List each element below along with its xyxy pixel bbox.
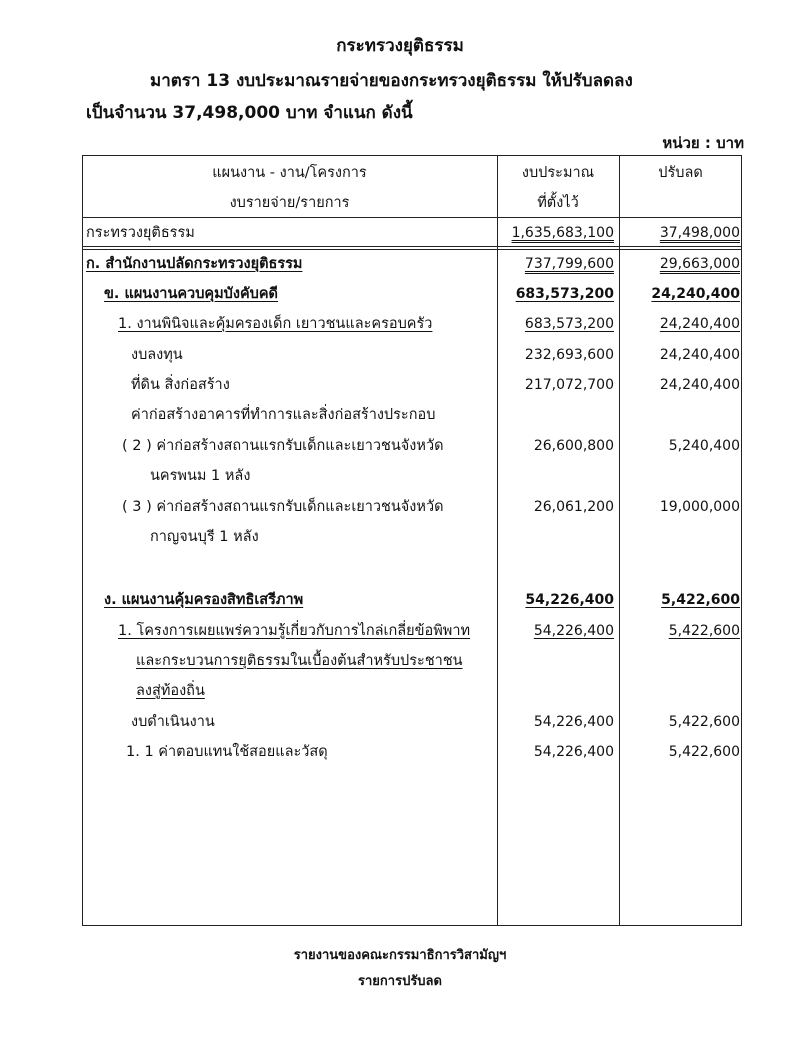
- column-divider: [497, 155, 498, 926]
- row-budget: 683,573,200: [515, 286, 614, 302]
- row-label: งบดำเนินงาน: [131, 714, 215, 730]
- row-budget: 737,799,600: [524, 256, 614, 272]
- row-label: ก. สำนักงานปลัดกระทรวงยุติธรรม: [86, 256, 303, 272]
- header-budget: งบประมาณ: [521, 165, 595, 181]
- row-label-cont: และกระบวนการยุติธรรมในเบื้องต้นสำหรับประชาชน: [136, 653, 463, 669]
- footer-line-1: รายงานของคณะกรรมาธิการวิสามัญฯ: [293, 948, 507, 963]
- row-label: 1. โครงการเผยแพร่ความรู้เกี่ยวกับการไกล่เกลี่ยข้อพิพาท: [118, 623, 471, 639]
- row-label: ค่าก่อสร้างอาคารที่ทำการและสิ่งก่อสร้างประกอบ: [131, 407, 436, 423]
- row-budget: 54,226,400: [533, 623, 614, 639]
- row-cut: 24,240,400: [659, 316, 740, 332]
- row-label: 1. งานพินิจและคุ้มครองเด็ก เยาวชนและครอบครัว: [118, 316, 433, 332]
- row-label: ที่ดิน สิ่งก่อสร้าง: [131, 377, 230, 393]
- row-divider: [82, 249, 742, 250]
- row-budget: 232,693,600: [524, 347, 614, 363]
- row-budget: 1,635,683,100: [511, 225, 614, 241]
- row-label: งบลงทุน: [131, 347, 183, 363]
- row-budget: 217,072,700: [524, 377, 614, 393]
- row-cut: 29,663,000: [659, 256, 740, 272]
- header-plan: แผนงาน - งาน/โครงการ: [212, 165, 367, 181]
- row-cut: 5,240,400: [668, 438, 740, 454]
- row-cut: 24,240,400: [659, 347, 740, 363]
- row-cut: 5,422,600: [668, 744, 740, 760]
- row-cut: 19,000,000: [659, 499, 740, 515]
- row-label-cont: กาญจนบุรี 1 หลัง: [150, 529, 259, 545]
- row-label: ( 3 ) ค่าก่อสร้างสถานแรกรับเด็กและเยาวชนจังหวัด: [122, 499, 444, 515]
- header-cut: ปรับลด: [658, 165, 703, 181]
- row-label: ข. แผนงานควบคุมบังคับคดี: [104, 286, 278, 302]
- row-budget: 54,226,400: [525, 592, 614, 608]
- row-budget: 54,226,400: [533, 744, 614, 760]
- row-budget: 26,600,800: [533, 438, 614, 454]
- row-cut: 5,422,600: [668, 623, 740, 639]
- row-label: 1. 1 ค่าตอบแทนใช้สอยและวัสดุ: [126, 744, 328, 760]
- row-budget: 54,226,400: [533, 714, 614, 730]
- row-label-cont: นครพนม 1 หลัง: [150, 468, 251, 484]
- footer-line-2: รายการปรับลด: [358, 974, 442, 989]
- row-cut: 24,240,400: [651, 286, 740, 302]
- ministry-title: กระทรวงยุติธรรม: [336, 36, 464, 56]
- section-line-1: มาตรา 13 งบประมาณรายจ่ายของกระทรวงยุติธรรม ให้ปรับลดลง: [150, 71, 633, 91]
- row-label: ง. แผนงานคุ้มครองสิทธิเสรีภาพ: [104, 592, 304, 608]
- row-cut: 5,422,600: [668, 714, 740, 730]
- row-cut: 37,498,000: [659, 225, 740, 241]
- unit-label: หน่วย : บาท: [662, 134, 744, 152]
- section-line-2: เป็นจำนวน 37,498,000 บาท จำแนก ดังนี้: [86, 103, 413, 123]
- column-divider: [619, 155, 620, 926]
- header-budget-sub: ที่ตั้งไว้: [537, 195, 579, 211]
- row-budget: 26,061,200: [533, 499, 614, 515]
- row-label-cont: ลงสู่ท้องถิ่น: [136, 683, 205, 699]
- row-divider: [82, 246, 742, 247]
- header-divider: [82, 217, 742, 218]
- row-cut: 5,422,600: [661, 592, 740, 608]
- row-budget: 683,573,200: [524, 316, 614, 332]
- row-label: กระทรวงยุติธรรม: [86, 225, 195, 241]
- row-cut: 24,240,400: [659, 377, 740, 393]
- row-label: ( 2 ) ค่าก่อสร้างสถานแรกรับเด็กและเยาวชนจังหวัด: [122, 438, 444, 454]
- header-expense: งบรายจ่าย/รายการ: [229, 195, 350, 211]
